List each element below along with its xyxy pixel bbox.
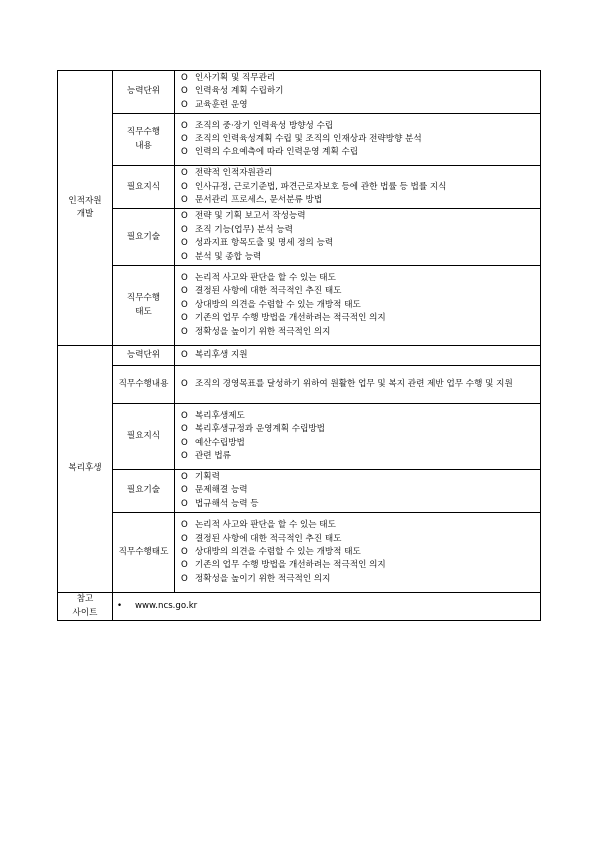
list-item-text: 정확성을 높이기 위한 적극적인 의지 <box>195 573 331 584</box>
circle-bullet-icon: O <box>181 485 188 496</box>
subcategory-label: 내용 <box>135 140 152 151</box>
subcategory-label: 필요기술 <box>126 231 161 242</box>
list-item-text: 복리후생규정과 운영계획 수립방법 <box>195 424 325 435</box>
circle-bullet-icon: O <box>181 410 188 421</box>
subcategory-cell <box>113 266 175 346</box>
table-row <box>58 513 541 593</box>
list-item-text: 조직 기능(업무) 분석 능력 <box>195 224 293 235</box>
list-item-text: 기존의 업무 수행 방법을 개선하려는 적극적인 의지 <box>195 560 386 571</box>
subcategory-cell <box>113 513 175 593</box>
subcategory-label: 직무수행태도 <box>118 547 169 558</box>
items-cell <box>175 513 541 593</box>
circle-bullet-icon: O <box>181 378 188 389</box>
list-item <box>181 559 536 572</box>
category-cell <box>58 71 113 346</box>
circle-bullet-icon: O <box>181 349 188 360</box>
subcategory-cell <box>113 71 175 114</box>
circle-bullet-icon: O <box>181 560 188 571</box>
list-item-text: 기존의 업무 수행 방법을 개선하려는 적극적인 의지 <box>195 313 386 324</box>
list-item-text: 인력육성 계획 수립하기 <box>195 86 284 97</box>
table-row <box>58 209 541 266</box>
circle-bullet-icon: O <box>181 326 188 337</box>
list-item-text: 교육훈련 운영 <box>195 99 248 110</box>
circle-bullet-icon: O <box>181 99 188 110</box>
list-item <box>181 450 536 463</box>
table-row <box>58 114 541 166</box>
list-item-text: 상대방의 의견을 수렴할 수 있는 개방적 태도 <box>195 299 361 310</box>
subcategory-cell <box>113 366 175 404</box>
subcategory-cell <box>113 470 175 513</box>
subcategory-cell <box>113 346 175 366</box>
list-item <box>181 484 536 497</box>
list-item <box>181 272 536 285</box>
list-item-text: 복리후생 지원 <box>195 349 248 360</box>
circle-bullet-icon: O <box>181 195 188 206</box>
items-cell <box>175 404 541 470</box>
list-item-text: 인사기획 및 직무관리 <box>195 73 276 83</box>
list-item <box>181 120 536 133</box>
circle-bullet-icon: O <box>181 120 188 131</box>
list-item <box>181 519 536 532</box>
list-item-text: 논리적 사고와 판단을 할 수 있는 태도 <box>195 520 336 531</box>
reference-item <box>113 600 540 613</box>
list-item <box>181 210 536 223</box>
list-item <box>181 423 536 436</box>
reference-label: 사이트 <box>72 607 98 618</box>
list-item-text: 성과지표 항목도출 및 명세 정의 능력 <box>195 238 334 249</box>
circle-bullet-icon: O <box>181 134 188 145</box>
list-item <box>181 133 536 146</box>
list-item <box>181 546 536 559</box>
table-row <box>58 266 541 346</box>
table-row <box>58 166 541 209</box>
table-body <box>58 71 541 621</box>
ncs-competency-table <box>57 70 541 621</box>
list-item-text: 결정된 사항에 대한 적극적인 추진 태도 <box>195 533 342 544</box>
list-item-text: 예산수립방법 <box>195 437 245 448</box>
reference-row <box>58 593 541 621</box>
circle-bullet-icon: O <box>181 224 188 235</box>
dot-bullet-icon: • <box>117 600 123 611</box>
subcategory-label: 직무수행내용 <box>118 378 169 389</box>
circle-bullet-icon: O <box>181 573 188 584</box>
table-row <box>58 470 541 513</box>
list-item <box>181 299 536 312</box>
items-cell <box>175 166 541 209</box>
subcategory-label: 능력단위 <box>126 349 161 360</box>
list-item-text: 조직의 중·장기 인력육성 방향성 수립 <box>195 120 334 131</box>
circle-bullet-icon: O <box>181 86 188 97</box>
subcategory-label: 필요기술 <box>126 485 161 496</box>
table-row <box>58 366 541 404</box>
subcategory-label: 직무수행 <box>126 127 161 138</box>
circle-bullet-icon: O <box>181 450 188 461</box>
list-item <box>181 285 536 298</box>
list-item <box>181 237 536 250</box>
circle-bullet-icon: O <box>181 547 188 558</box>
items-cell <box>175 266 541 346</box>
list-item <box>181 410 536 423</box>
list-item-text: 전략 및 기획 보고서 작성능력 <box>195 211 306 222</box>
list-item-text: 분석 및 종합 능력 <box>195 251 262 262</box>
circle-bullet-icon: O <box>181 437 188 448</box>
circle-bullet-icon: O <box>181 286 188 297</box>
list-item-text: 법규해석 능력 등 <box>195 498 259 509</box>
subcategory-label: 능력단위 <box>126 86 161 97</box>
circle-bullet-icon: O <box>181 299 188 310</box>
list-item-text: 상대방의 의견을 수렴할 수 있는 개방적 태도 <box>195 547 361 558</box>
category-label: 인적자원 <box>68 195 102 206</box>
list-item-text: 논리적 사고와 판단을 할 수 있는 태도 <box>195 273 336 284</box>
circle-bullet-icon: O <box>181 498 188 509</box>
list-item <box>181 326 536 339</box>
table-row <box>58 404 541 470</box>
list-item-text: 문서관리 프로세스, 문서분류 방법 <box>195 195 323 206</box>
items-cell <box>175 470 541 513</box>
list-item <box>181 437 536 450</box>
list-item-text: 복리후생제도 <box>195 410 245 421</box>
circle-bullet-icon: O <box>181 211 188 222</box>
list-item-text: 인사규정, 근로기준법, 파견근로자보호 등에 관한 법률 등 법률 지식 <box>195 181 447 192</box>
list-item <box>181 224 536 237</box>
circle-bullet-icon: O <box>181 168 188 179</box>
list-item <box>181 349 536 362</box>
items-cell <box>175 209 541 266</box>
reference-label: 참고 <box>76 594 94 605</box>
subcategory-label: 필요지식 <box>126 430 161 441</box>
subcategory-cell <box>113 404 175 470</box>
circle-bullet-icon: O <box>181 251 188 262</box>
list-item-text: 조직의 경영목표를 달성하기 위하여 원활한 업무 및 복지 관련 제반 업무 수행 및 지원 <box>195 378 513 389</box>
category-cell <box>58 346 113 593</box>
list-item <box>181 251 536 264</box>
items-cell <box>175 114 541 166</box>
subcategory-label: 직무수행 <box>126 293 161 304</box>
list-item <box>181 167 536 180</box>
list-item-text: 결정된 사항에 대한 적극적인 추진 태도 <box>195 286 342 297</box>
list-item-text: 정확성을 높이기 위한 적극적인 의지 <box>195 326 331 337</box>
circle-bullet-icon: O <box>181 533 188 544</box>
list-item-text: 관련 법류 <box>195 450 231 461</box>
items-cell <box>175 366 541 404</box>
list-item-text: 기획력 <box>195 472 220 483</box>
reference-value-cell <box>113 593 541 621</box>
items-cell <box>175 71 541 114</box>
category-label: 개발 <box>76 209 94 220</box>
category-label: 복리후생 <box>68 463 102 474</box>
list-item <box>181 181 536 194</box>
list-item <box>181 85 536 98</box>
circle-bullet-icon: O <box>181 273 188 284</box>
list-item <box>181 378 536 391</box>
circle-bullet-icon: O <box>181 424 188 435</box>
circle-bullet-icon: O <box>181 147 188 158</box>
table-row <box>58 346 541 366</box>
list-item <box>181 194 536 207</box>
circle-bullet-icon: O <box>181 238 188 249</box>
list-item <box>181 146 536 159</box>
circle-bullet-icon: O <box>181 520 188 531</box>
list-item <box>181 498 536 511</box>
reference-link[interactable]: www.ncs.go.kr <box>135 600 198 611</box>
subcategory-cell <box>113 209 175 266</box>
circle-bullet-icon: O <box>181 313 188 324</box>
circle-bullet-icon: O <box>181 73 188 83</box>
subcategory-label: 태도 <box>135 306 152 317</box>
list-item <box>181 99 536 112</box>
list-item <box>181 471 536 484</box>
reference-label-cell <box>58 593 113 621</box>
list-item <box>181 312 536 325</box>
table-row <box>58 71 541 114</box>
list-item-text: 조직의 인력육성계획 수립 및 조직의 인재상과 전략방향 분석 <box>195 134 422 145</box>
subcategory-label: 필요지식 <box>126 181 161 192</box>
list-item-text: 전략적 인적자원관리 <box>195 168 273 179</box>
subcategory-cell <box>113 114 175 166</box>
circle-bullet-icon: O <box>181 472 188 483</box>
list-item <box>181 72 536 85</box>
list-item-text: 문제해결 능력 <box>195 485 248 496</box>
list-item <box>181 573 536 586</box>
subcategory-cell <box>113 166 175 209</box>
items-cell <box>175 346 541 366</box>
list-item-text: 인력의 수요예측에 따라 인력운영 계획 수립 <box>195 147 359 158</box>
circle-bullet-icon: O <box>181 181 188 192</box>
list-item <box>181 533 536 546</box>
